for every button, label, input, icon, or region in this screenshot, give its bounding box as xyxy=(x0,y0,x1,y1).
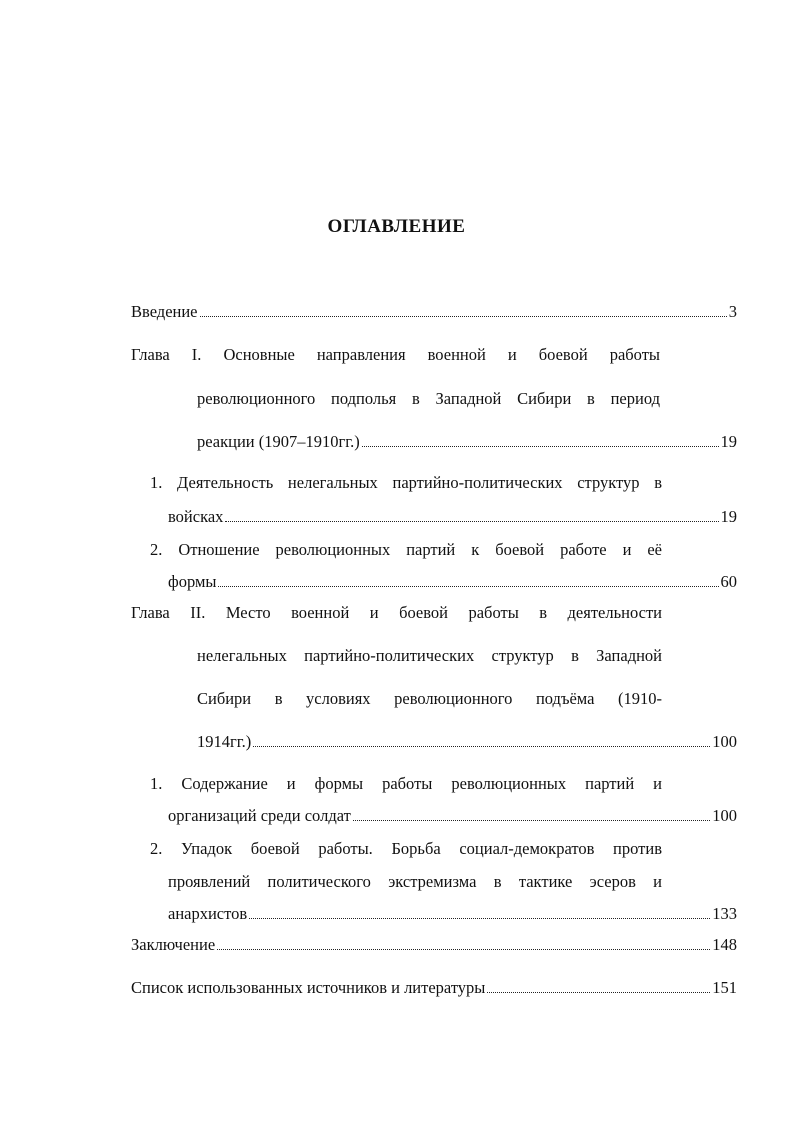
toc-page-number: 100 xyxy=(712,806,737,825)
dot-leader xyxy=(200,316,727,317)
toc-page-number: 19 xyxy=(720,507,737,526)
toc-section-1-2-line-1: 2. Отношение революционных партий к боевой работе и её xyxy=(150,540,662,559)
toc-section-2-2-line-2: проявлений политического экстремизма в тактике эсеров и xyxy=(168,872,662,891)
dot-leader xyxy=(249,918,710,919)
toc-page-number: 3 xyxy=(728,302,737,321)
toc-page-number: 151 xyxy=(712,978,737,997)
toc-chapter-2-line-3: Сибири в условиях революционного подъёма (1910- xyxy=(197,689,662,708)
toc-section-2-1-line-1: 1. Содержание и формы работы революционных партий и xyxy=(150,774,662,793)
toc-entry-title: реакции (1907–1910гг.) xyxy=(197,432,360,451)
toc-entry-title: Список использованных источников и литературы xyxy=(131,978,486,997)
dot-leader xyxy=(217,949,710,950)
toc-entry-title: войсках xyxy=(168,507,224,526)
toc-entry-title: организаций среди солдат xyxy=(168,806,351,825)
dot-leader xyxy=(218,586,718,587)
toc-chapter-1-line-2: революционного подполья в Западной Сибири в период xyxy=(197,389,660,408)
dot-leader xyxy=(253,746,710,747)
dot-leader xyxy=(487,992,710,993)
toc-chapter-1-line-1: Глава I. Основные направления военной и боевой работы xyxy=(131,345,660,364)
toc-section-1-2-line-2 xyxy=(168,572,737,592)
toc-section-2-2-line-1: 2. Упадок боевой работы. Борьба социал-демократов против xyxy=(150,839,662,858)
toc-section-2-2-line-3 xyxy=(168,904,737,924)
toc-chapter-1-line-3 xyxy=(197,432,737,452)
toc-chapter-2-line-1: Глава II. Место военной и боевой работы в деятельности xyxy=(131,603,662,622)
dot-leader xyxy=(353,820,710,821)
toc-chapter-2-line-2: нелегальных партийно-политических структур в Западной xyxy=(197,646,662,665)
page-title: ОГЛАВЛЕНИЕ xyxy=(327,216,466,237)
toc-page-number: 19 xyxy=(720,432,737,451)
toc-entry-title: 1914гг.) xyxy=(197,732,252,751)
toc-page-number: 133 xyxy=(712,904,737,923)
toc-entry-title: формы xyxy=(168,572,217,591)
toc-section-2-1-line-2 xyxy=(168,806,737,826)
toc-section-1-1-line-2 xyxy=(168,507,737,527)
toc-section-1-1-line-1: 1. Деятельность нелегальных партийно-политических структур в xyxy=(150,473,662,492)
toc-entry-sources xyxy=(131,978,737,998)
dot-leader xyxy=(362,446,719,447)
toc-entry-conclusion xyxy=(131,935,737,955)
dot-leader xyxy=(225,521,718,522)
toc-page-number: 148 xyxy=(712,935,737,954)
toc-page-number: 60 xyxy=(720,572,737,591)
toc-page-number: 100 xyxy=(712,732,737,751)
toc-entry-title: анархистов xyxy=(168,904,248,923)
toc-entry-title: Заключение xyxy=(131,935,216,954)
toc-entry-title: Введение xyxy=(131,302,198,321)
toc-chapter-2-line-4 xyxy=(197,732,737,752)
toc-entry-intro xyxy=(131,302,737,322)
